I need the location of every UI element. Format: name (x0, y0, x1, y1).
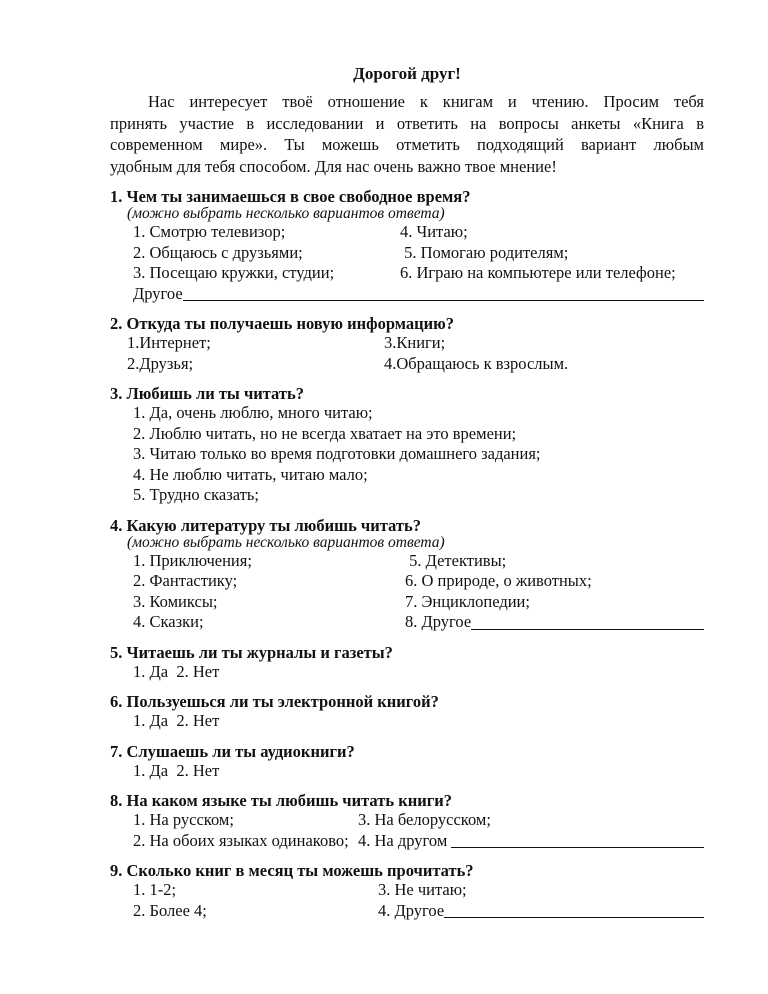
option-with-blank (405, 612, 704, 633)
question-q6 (110, 692, 704, 732)
question-title: 8. На каком языке ты любишь читать книги? (110, 791, 452, 810)
question-q4 (110, 516, 704, 633)
question-title: 4. Какую литературу ты любишь читать? (110, 515, 421, 535)
question-q5 (110, 643, 704, 683)
option: 4. Сказки; (133, 612, 204, 631)
option: 5. Трудно сказать; (133, 485, 259, 504)
option-label: 8. Другое (405, 612, 472, 631)
intro-line: Нас интересует твоё отношение к книгам и чтению. Просим тебя (148, 92, 704, 111)
options-column-1 (133, 403, 704, 506)
option: 1. Да 2. Нет (133, 711, 220, 730)
intro-line: современном мире». Ты можешь отметить подходящий вариант любым (110, 135, 704, 154)
question-q2 (110, 314, 704, 374)
question-hint: (можно выбрать несколько вариантов ответа) (127, 205, 445, 222)
option: 4. Не люблю читать, читаю мало; (133, 464, 368, 484)
option-with-blank (358, 831, 704, 852)
option: 5. Детективы; (405, 550, 507, 570)
option: 2. Люблю читать, но не всегда хватает на это времени; (133, 423, 517, 443)
option: 3.Книги; (384, 333, 446, 352)
option: 3. Посещаю кружки, студии; (133, 263, 335, 282)
questions-list (110, 187, 704, 921)
option: 1. Смотрю телевизор; (133, 222, 286, 241)
intro-line: принять участие в исследовании и ответить на вопросы анкеты «Книга в (110, 113, 704, 133)
options-column-1 (127, 333, 384, 374)
option: 4.Обращаюсь к взрослым. (384, 353, 569, 373)
answer-blank-line[interactable] (451, 831, 704, 849)
option: 2. На обоих языках одинаково; (133, 830, 349, 850)
option: 3. На белорусском; (358, 810, 491, 829)
option: 1. Приключения; (133, 550, 252, 570)
answer-blank-line[interactable] (183, 284, 704, 302)
option: 2. Фантастику; (133, 571, 238, 590)
question-title: 2. Откуда ты получаешь новую информацию? (110, 314, 454, 333)
question-title: 3. Любишь ли ты читать? (110, 384, 304, 403)
question-title: 6. Пользуешься ли ты электронной книгой? (110, 692, 439, 711)
intro-paragraph (110, 91, 704, 177)
options-column-1 (133, 222, 400, 284)
options-columns (133, 222, 704, 284)
option: 1. Да 2. Нет (133, 661, 220, 681)
options-columns (127, 333, 704, 374)
answer-blank-line[interactable] (471, 612, 704, 630)
options-column-2 (378, 880, 704, 921)
option: 2. Более 4; (133, 900, 207, 920)
options-columns (133, 810, 704, 851)
question-hint: (можно выбрать несколько вариантов ответа) (127, 533, 445, 551)
options-columns (133, 662, 704, 683)
options-column-2 (384, 333, 704, 374)
question-title: 7. Слушаешь ли ты аудиокниги? (110, 741, 355, 761)
options-column-1 (133, 880, 378, 921)
options-column-1 (133, 810, 358, 851)
option-label: 4. На другом (358, 830, 452, 850)
option: 1. На русском; (133, 810, 234, 829)
options-column-2 (405, 551, 704, 633)
options-columns (133, 711, 704, 732)
option: 5. Помогаю родителям; (400, 242, 569, 262)
option: 6. Играю на компьютере или телефоне; (400, 263, 676, 282)
options-column-1 (133, 551, 405, 633)
option: 7. Энциклопедии; (405, 591, 530, 611)
question-options (110, 333, 704, 374)
options-column-1 (133, 711, 704, 732)
option: 4. Читаю; (400, 222, 468, 241)
question-q3 (110, 384, 704, 506)
question-options (110, 222, 704, 304)
question-title: 9. Сколько книг в месяц ты можешь прочитать? (110, 861, 474, 880)
option-with-blank (133, 284, 704, 305)
question-options (110, 711, 704, 732)
option: 3. Комиксы; (133, 591, 218, 611)
question-options (110, 662, 704, 683)
options-column-2 (400, 222, 704, 284)
option: 6. О природе, о животных; (405, 571, 592, 590)
option: 1.Интернет; (127, 333, 211, 352)
options-columns (133, 880, 704, 921)
question-options (110, 810, 704, 851)
option: 1. Да, очень люблю, много читаю; (133, 403, 373, 422)
option: 3. Не читаю; (378, 880, 467, 899)
options-columns (133, 403, 704, 506)
question-options (110, 403, 704, 506)
question-title: 1. Чем ты занимаешься в свое свободное время? (110, 187, 471, 206)
option-label: 4. Другое (378, 900, 445, 920)
option: 1. Да 2. Нет (133, 760, 220, 780)
question-options (110, 761, 704, 782)
options-column-1 (133, 761, 704, 782)
question-options (110, 880, 704, 921)
option: 3. Читаю только во время подготовки домашнего задания; (133, 444, 541, 463)
option: 2. Общаюсь с друзьями; (133, 242, 303, 262)
answer-blank-line[interactable] (444, 901, 704, 919)
option-with-blank (378, 901, 704, 922)
question-q9 (110, 861, 704, 921)
question-title: 5. Читаешь ли ты журналы и газеты? (110, 642, 393, 662)
options-columns (133, 551, 704, 633)
question-options (110, 551, 704, 633)
option: 2.Друзья; (127, 353, 194, 373)
option: 1. 1-2; (133, 880, 177, 899)
options-column-2 (358, 810, 704, 851)
document-title: Дорогой друг! (353, 64, 461, 83)
intro-line: удобным для тебя способом. Для нас очень важно твое мнение! (110, 156, 557, 176)
question-q8 (110, 791, 704, 851)
option-label: Другое (133, 283, 183, 303)
options-column-1 (133, 662, 704, 683)
question-q7 (110, 742, 704, 782)
options-columns (133, 761, 704, 782)
question-q1 (110, 187, 704, 304)
